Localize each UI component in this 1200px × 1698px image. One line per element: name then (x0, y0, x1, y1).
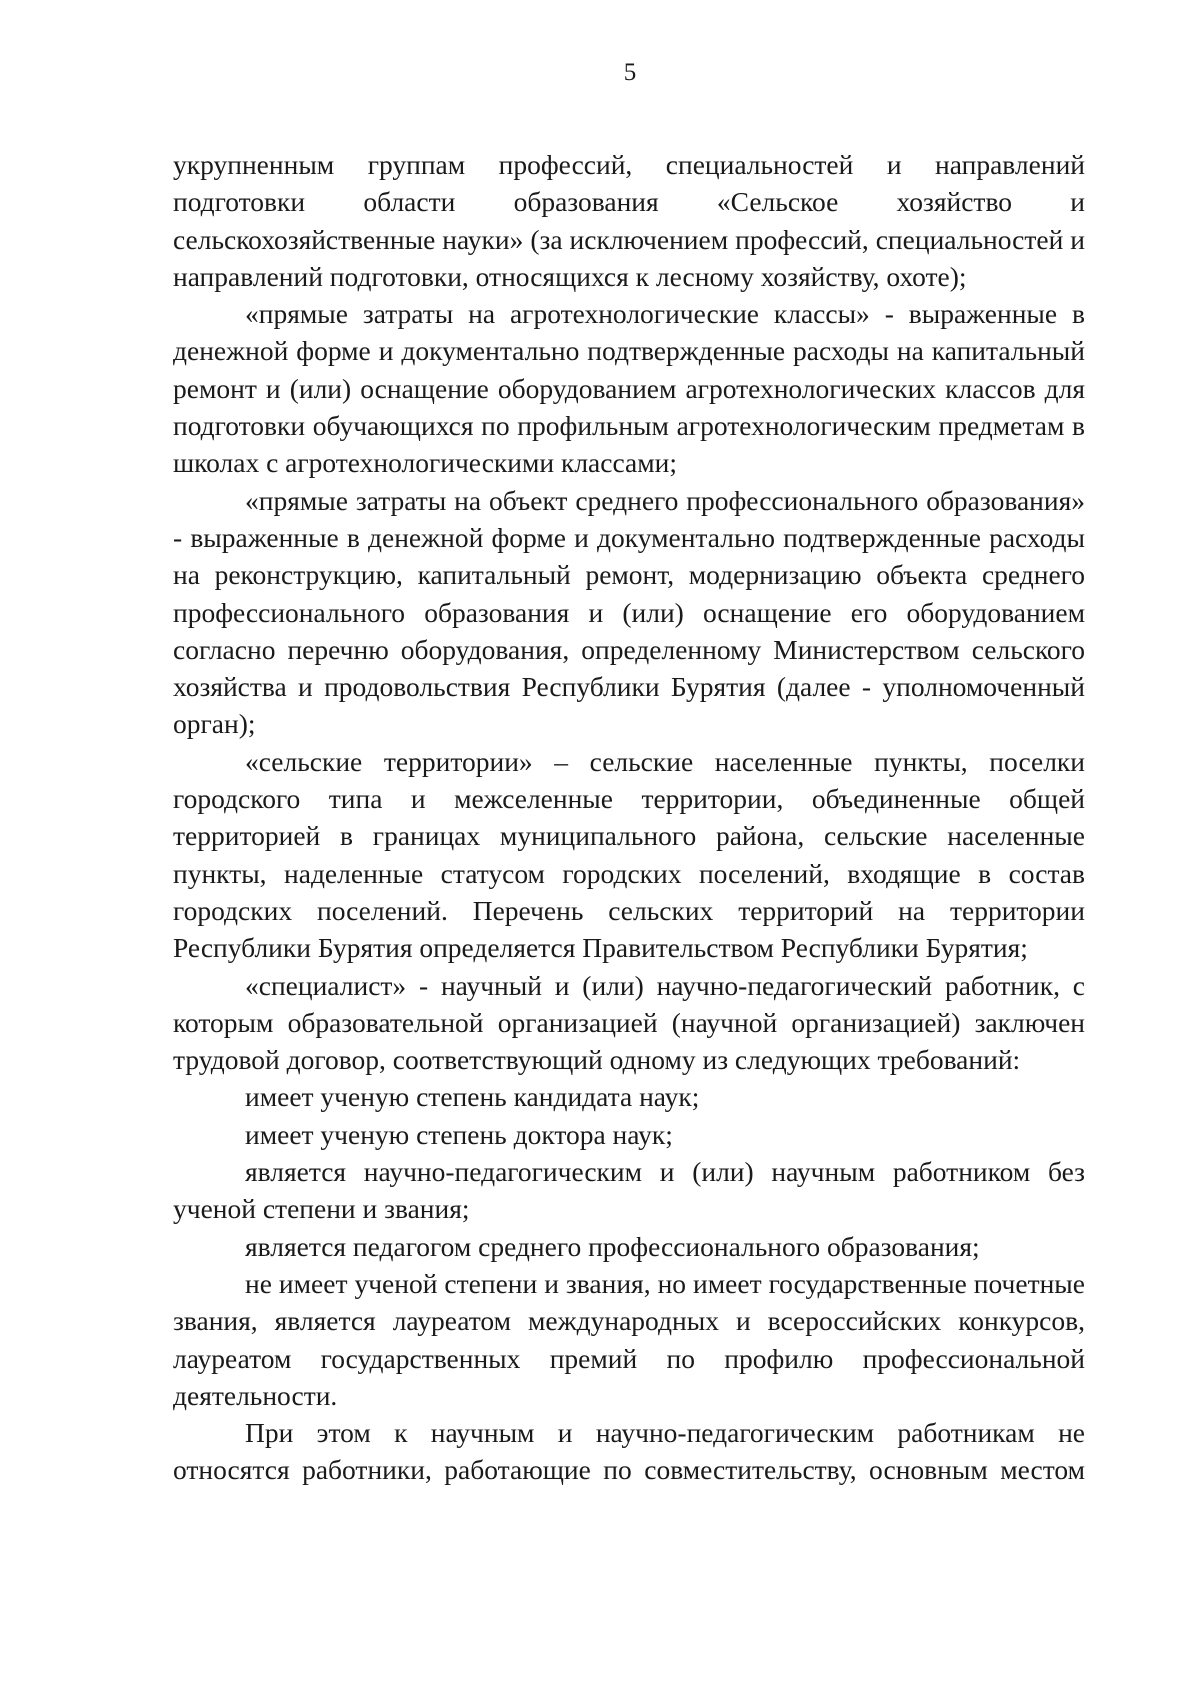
paragraph-5: «специалист» - научный и (или) научно-педагогический работник, с которым образовательной организацией (научной организацией) заключен трудовой договор, соответствующий одному из следующих требований: (173, 969, 1085, 1076)
document-body (173, 146, 1085, 1489)
paragraph-7: имеет ученую степень доктора наук; (245, 1118, 673, 1150)
paragraph-10: не имеет ученой степени и звания, но имеет государственные почетные звания, является лауреатом международных и всероссийских конкурсов, лауреатом государственных премий по профилю профессиональной деятельности. (173, 1267, 1085, 1411)
paragraph-1: укрупненным группам профессий, специальностей и направлений подготовки области образования «Сельское хозяйство и сельскохозяйственные науки» (за исключением профессий, специальностей и направлений подготовки, относящихся к лесному хозяйству, охоте); (173, 149, 1085, 292)
paragraph-3: «прямые затраты на объект среднего профессионального образования» - выраженные в денежной форме и документально подтвержденные расходы на реконструкцию, капитальный ремонт, модернизацию объекта среднего профессионального образования и (или) оснащение его оборудованием согласно перечню оборудования, определенному Министерством сельского хозяйства и продовольствия Республики Бурятия (далее - уполномоченный орган); (173, 484, 1085, 740)
paragraph-6: имеет ученую степень кандидата наук; (245, 1081, 700, 1113)
paragraph-8: является научно-педагогическим и (или) научным работником без ученой степени и звания; (173, 1156, 1085, 1225)
paragraph-4: «сельские территории» – сельские населенные пункты, поселки городского типа и межселенные территории, объединенные общей территорией в границах муниципального района, сельские населенные пункты, наделенные статусом городских поселений, входящие в состав городских поселений. Перечень сельских территорий на территории Республики Бурятия определяется Правительством Республики Бурятия; (173, 745, 1085, 964)
paragraph-9: является педагогом среднего профессионального образования; (245, 1230, 980, 1262)
paragraph-2: «прямые затраты на агротехнологические классы» - выраженные в денежной форме и документально подтвержденные расходы на капитальный ремонт и (или) оснащение оборудованием агротехнологических классов для подготовки обучающихся по профильным агротехнологическим предметам в школах с агротехнологическими классами; (173, 298, 1085, 479)
paragraph-11: При этом к научным и научно-педагогическим работникам не относятся работники, работающие по совместительству, основным местом (173, 1417, 1085, 1486)
page-number: 5 (623, 59, 637, 86)
